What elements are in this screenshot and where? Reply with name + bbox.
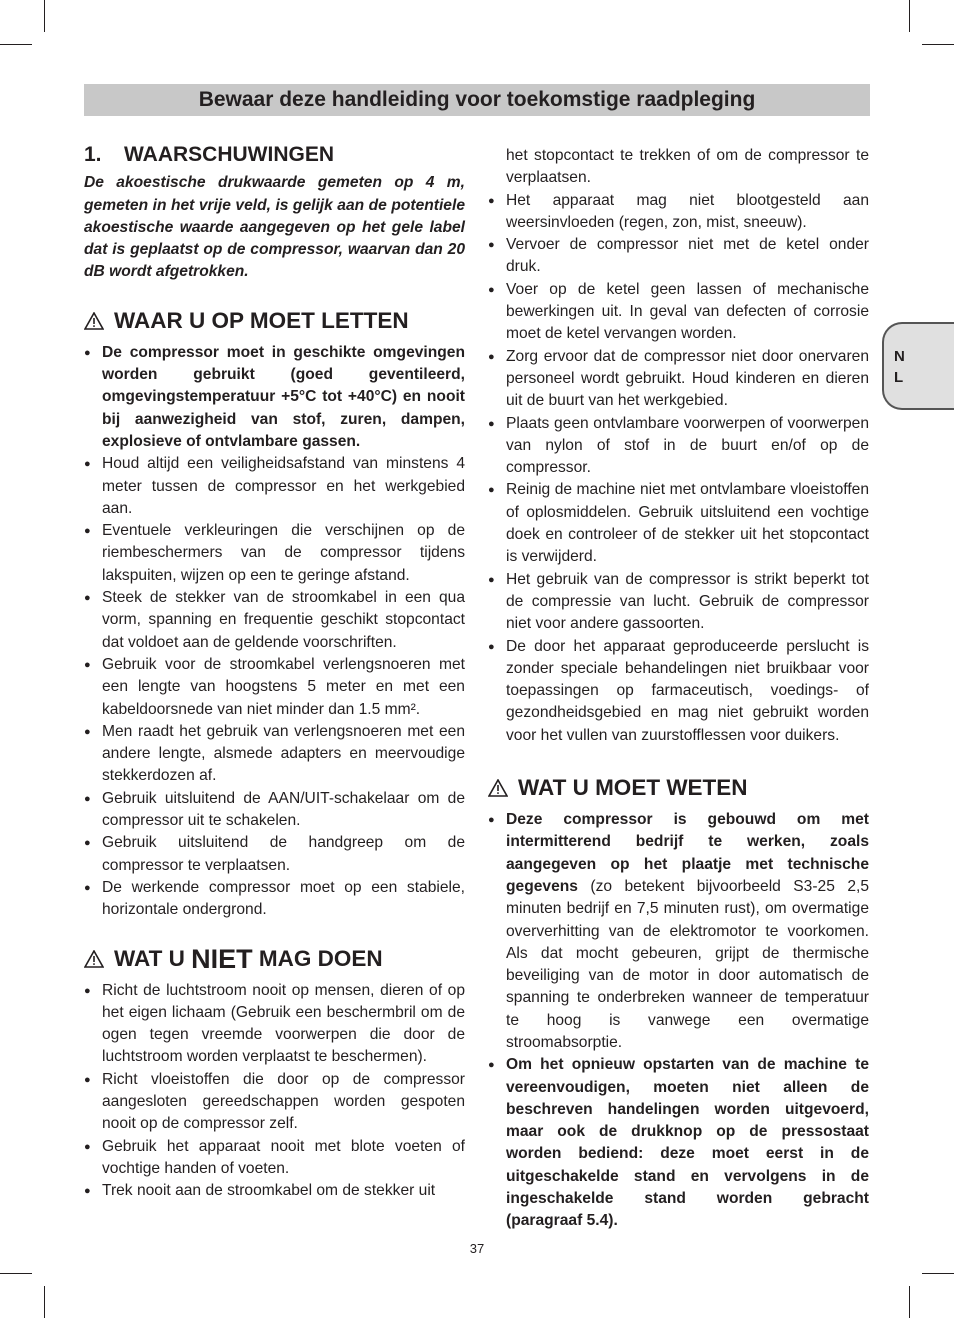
prohibition-list-continued [488,190,869,747]
list-item: ● Voer op de ketel geen lassen of mechanische bewerkingen uit. In geval van defecten of corrosie moet de ketel vervangen worden. [488,279,869,346]
list-item: ● Vervoer de compressor niet met de ketel onder druk. [488,234,869,279]
language-tab [882,322,954,410]
info-list [488,809,869,1233]
section-number: 1. [84,143,102,166]
list-item: ● De werkende compressor moet op een stabiele, horizontale ondergrond. [84,877,465,922]
page-number: 37 [469,1241,485,1256]
list-item: ● Men raadt het gebruik van verlengsnoeren met een andere lengte, alsmede adapters en meervoudige stekkerdozen af. [84,721,465,788]
subsection-title-emphasis: NIET [191,943,253,974]
list-item: ● Houd altijd een veiligheidsafstand van minstens 4 meter tussen de compressor en het werkgebied aan. [84,453,465,520]
section-title: WAARSCHUWINGEN [124,143,334,166]
list-item: ● Plaats geen ontvlambare voorwerpen of voorwerpen van nylon of stof in de buurt en/of op de compressor. [488,413,869,480]
crop-mark [0,44,32,45]
list-item: ● Reinig de machine niet met ontvlambare vloeistoffen of oplosmiddelen. Gebruik uitsluitend een vochtige doek en controleer of de stekker uit het stopcontact is verwijderd. [488,479,869,568]
list-item: ● Steek de stekker van de stroomkabel in een qua vorm, spanning en frequentie geschikt stopcontact dat voldoet aan de geldende voorschriften. [84,587,465,654]
right-column [488,145,869,1233]
subsection-title-post: MAG DOEN [258,945,383,971]
subsection-heading [488,773,869,803]
list-item: ● Richt vloeistoffen die door op de compressor aangesloten gereedschappen worden gespoten nooit op de compressor zelf. [84,1069,465,1136]
list-item: ● Trek nooit aan de stroomkabel om de stekker uit [84,1180,465,1202]
language-tab-letter: N [894,348,905,365]
list-item: ● Het apparaat mag niet blootgesteld aan weersinvloeden (regen, zon, mist, sneeuw). [488,190,869,235]
intro-paragraph: De akoestische drukwaarde gemeten op 4 m, gemeten in het vrije veld, is gelijk aan de potentiele akoestische waarde aangegeven op het gele label dat is geplaatst op de compressor, waarvan dan 20 dB wordt afgetrokken. [84,174,465,281]
left-column [84,140,465,1202]
warning-icon [84,312,104,330]
list-item: ● Gebruik voor de stroomkabel verlengsnoeren met een lengte van hoogstens 5 meter en met een kabeldoorsnede van niet minder dan 1.5 mm². [84,654,465,721]
subsection-heading [84,944,465,974]
crop-mark [0,1273,32,1274]
warning-icon [84,950,104,968]
language-tab-letter: L [894,369,904,386]
subsection-title: WAAR U OP MOET LETTEN [114,307,409,333]
list-item: ● De door het apparaat geproduceerde perslucht is zonder speciale behandelingen niet bruikbaar voor toepassingen op farmaceutisch, voedings- of gezondheidsgebied en mag niet gebruikt worden voor het vullen van zuurstofflessen voor duikers. [488,636,869,747]
list-item: ● Zorg ervoor dat de compressor niet door onervaren personeel wordt gebruikt. Houd kinderen en dieren uit de buurt van het werkgebied. [488,346,869,413]
list-item: ● Gebruik uitsluitend de handgreep om de compressor te verplaatsen. [84,832,465,877]
subsection-title-pre: WAT U [114,945,185,971]
list-item: ● Gebruik het apparaat nooit met blote voeten of vochtige handen of voeten. [84,1136,465,1181]
list-item: ● Om het opnieuw opstarten van de machine te vereenvoudigen, moeten niet alleen de beschreven handelingen worden uitgevoerd, maar ook de drukknop op de pressostaat worden bediend: deze moet eerst in de uitgeschakelde stand en vervolgens in de ingeschakelde stand worden gebracht (paragraaf 5.4). [488,1054,869,1232]
list-item: ● De compressor moet in geschikte omgevingen worden gebruikt (goed geventileerd, omgevingstemperatuur +5°C tot +40°C) en nooit bij aanwezigheid van stof, zuren, dampen, explosieve of ontvlambare gassen. [84,342,465,453]
subsection-heading [84,306,465,336]
crop-mark [922,44,954,45]
list-item-text: (zo betekent bijvoorbeeld S3-25 2,5 minuten bedrijf en 7,5 minuten rust), om overmatige oververhitting van de elektromotor te voorkomen. Als dat mocht gebeuren, grijpt de thermische beveiliging van de motor in door automatisch de spanning te onderbreken wanneer de temperatuur te hoog is vanwege een overmatige stroomabsorptie. [506,877,869,1051]
section-heading [84,144,465,166]
crop-mark [909,0,910,32]
list-item: ● Het gebruik van de compressor is strikt beperkt tot de compressie van lucht. Gebruik de compressor niet voor andere gassoorten. [488,569,869,636]
list-item: ● Gebruik uitsluitend de AAN/UIT-schakelaar om de compressor uit te schakelen. [84,788,465,833]
warning-icon [488,779,508,797]
header-banner: Bewaar deze handleiding voor toekomstige raadpleging [84,84,870,116]
crop-mark [44,1286,45,1318]
list-item-bold: Deze compressor is gebouwd om met intermitterend bedrijf te werken, zoals aangegeven op het plaatje met technische gegevens [506,811,869,895]
list-item: ● Richt de luchtstroom nooit op mensen, dieren of op het eigen lichaam (Gebruik een beschermbril om de ogen tegen vreemde voorwerpen die door de luchtstroom worden verplaatst te beschermen). [84,980,465,1069]
list-item [488,809,869,1054]
list-item: ● Eventuele verkleuringen die verschijnen op de riembeschermers van de compressor tijdens lakspuiten, wijzen op een te geringe afstand. [84,520,465,587]
warning-list [84,342,465,922]
crop-mark [922,1273,954,1274]
subsection-title: WAT U MOET WETEN [518,775,748,801]
crop-mark [44,0,45,32]
list-item-continuation: het stopcontact te trekken of om de compressor te verplaatsen. [506,147,869,187]
prohibition-list [84,980,465,1203]
crop-mark [909,1286,910,1318]
